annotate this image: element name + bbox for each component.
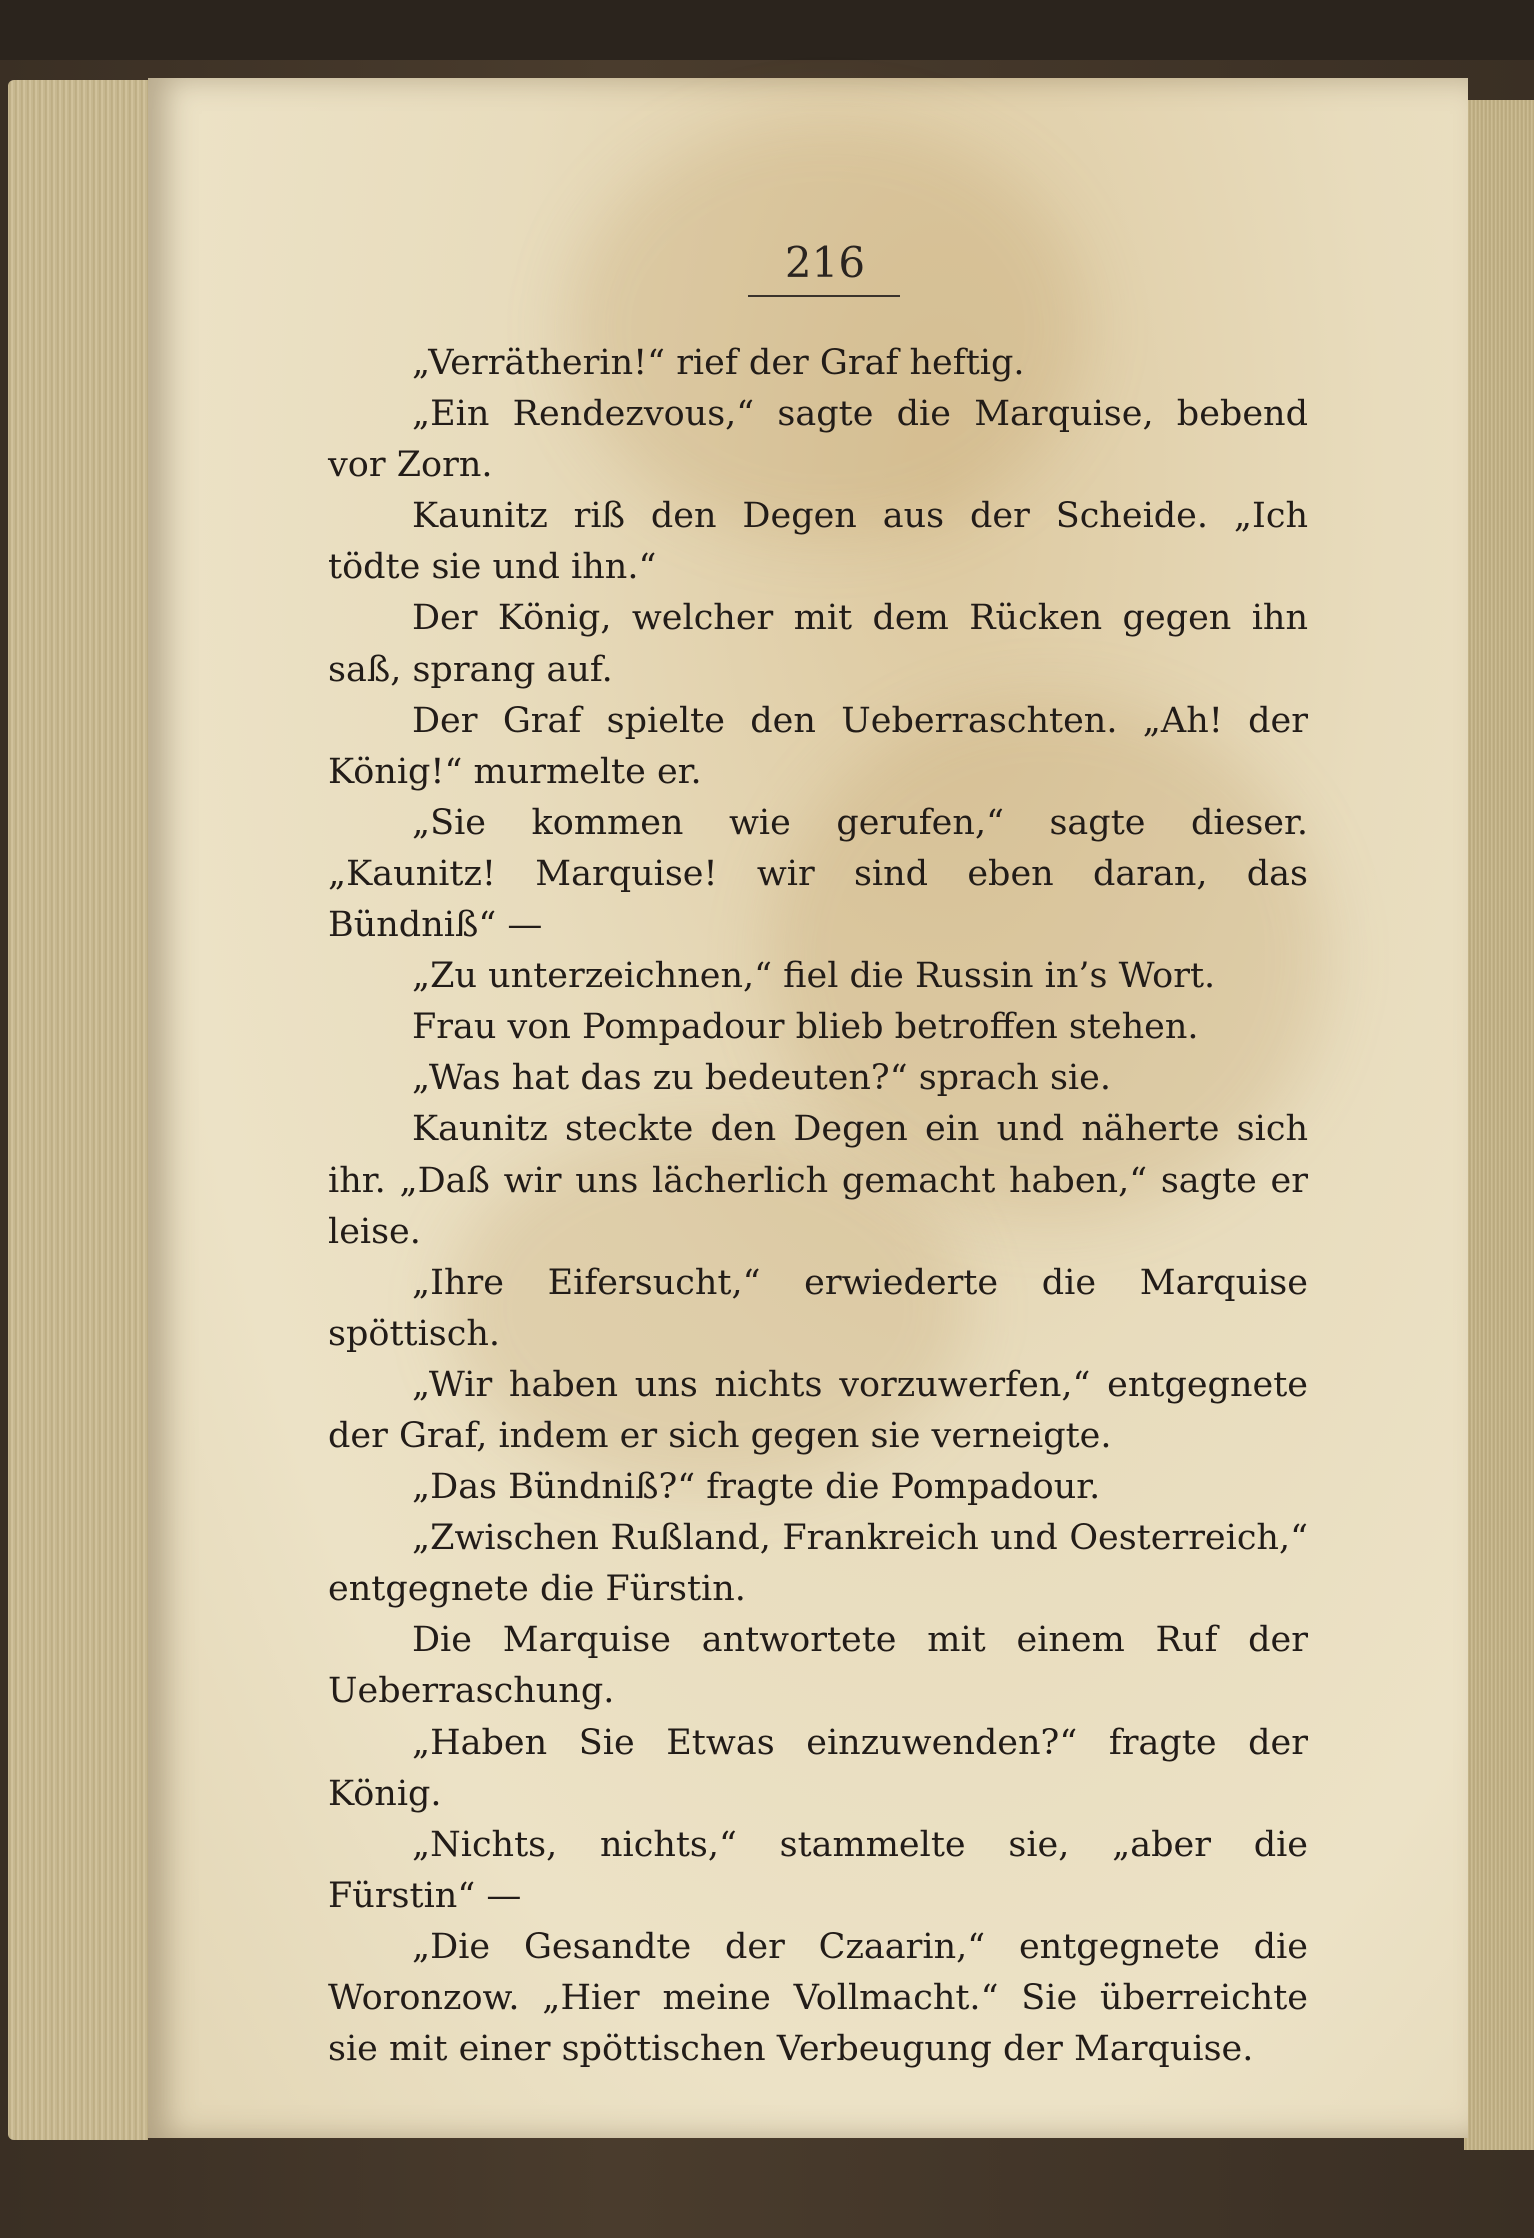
paragraph: „Zu unterzeichnen,“ fiel die Russin in’s Wort. xyxy=(412,956,1216,997)
page-number: 216 xyxy=(784,238,866,287)
paragraph: „Haben Sie Etwas einzuwenden?“ fragte der König. xyxy=(328,1722,1308,1814)
paragraph: Frau von Pompadour blieb betroffen stehen. xyxy=(412,1007,1199,1048)
paragraph: „Sie kommen wie gerufen,“ sagte dieser. „Kaunitz! Marquise! wir sind eben daran, das Bündniß“ — xyxy=(328,802,1308,946)
paragraph: Kaunitz riß den Degen aus der Scheide. „Ich tödte sie und ihn.“ xyxy=(328,496,1308,588)
page-edges-left xyxy=(8,80,148,2140)
paragraph: „Nichts, nichts,“ stammelte sie, „aber die Fürstin“ — xyxy=(328,1824,1308,1916)
paragraph: „Ihre Eifersucht,“ erwiederte die Marquise spöttisch. xyxy=(328,1262,1308,1354)
page-text xyxy=(328,338,1308,2075)
page-number-rule xyxy=(748,295,900,297)
paragraph: „Ein Rendezvous,“ sagte die Marquise, bebend vor Zorn. xyxy=(328,394,1308,486)
paragraph: „Das Bündniß?“ fragte die Pompadour. xyxy=(412,1467,1101,1508)
paragraph: Kaunitz steckte den Degen ein und näherte sich ihr. „Daß wir uns lächerlich gemacht haben,“ sagte er leise. xyxy=(328,1109,1308,1252)
paragraph: Der König, welcher mit dem Rücken gegen ihn saß, sprang auf. xyxy=(328,598,1308,690)
paragraph: „Was hat das zu bedeuten?“ sprach sie. xyxy=(412,1058,1111,1099)
paragraph: „Die Gesandte der Czaarin,“ entgegnete die Woronzow. „Hier meine Vollmacht.“ Sie überreichte sie mit einer spöttischen Verbeugung der Marquise. xyxy=(328,1926,1308,2070)
paragraph: Die Marquise antwortete mit einem Ruf der Ueberraschung. xyxy=(328,1620,1308,1712)
page-edges-right xyxy=(1464,100,1534,2150)
paragraph: „Zwischen Rußland, Frankreich und Oesterreich,“ entgegnete die Fürstin. xyxy=(328,1518,1308,1610)
paragraph: „Wir haben uns nichts vorzuwerfen,“ entgegnete der Graf, indem er sich gegen sie verneigte. xyxy=(328,1364,1308,1456)
paragraph: Der Graf spielte den Ueberraschten. „Ah! der König!“ murmelte er. xyxy=(328,700,1308,792)
paragraph: „Verrätherin!“ rief der Graf heftig. xyxy=(412,343,1025,383)
